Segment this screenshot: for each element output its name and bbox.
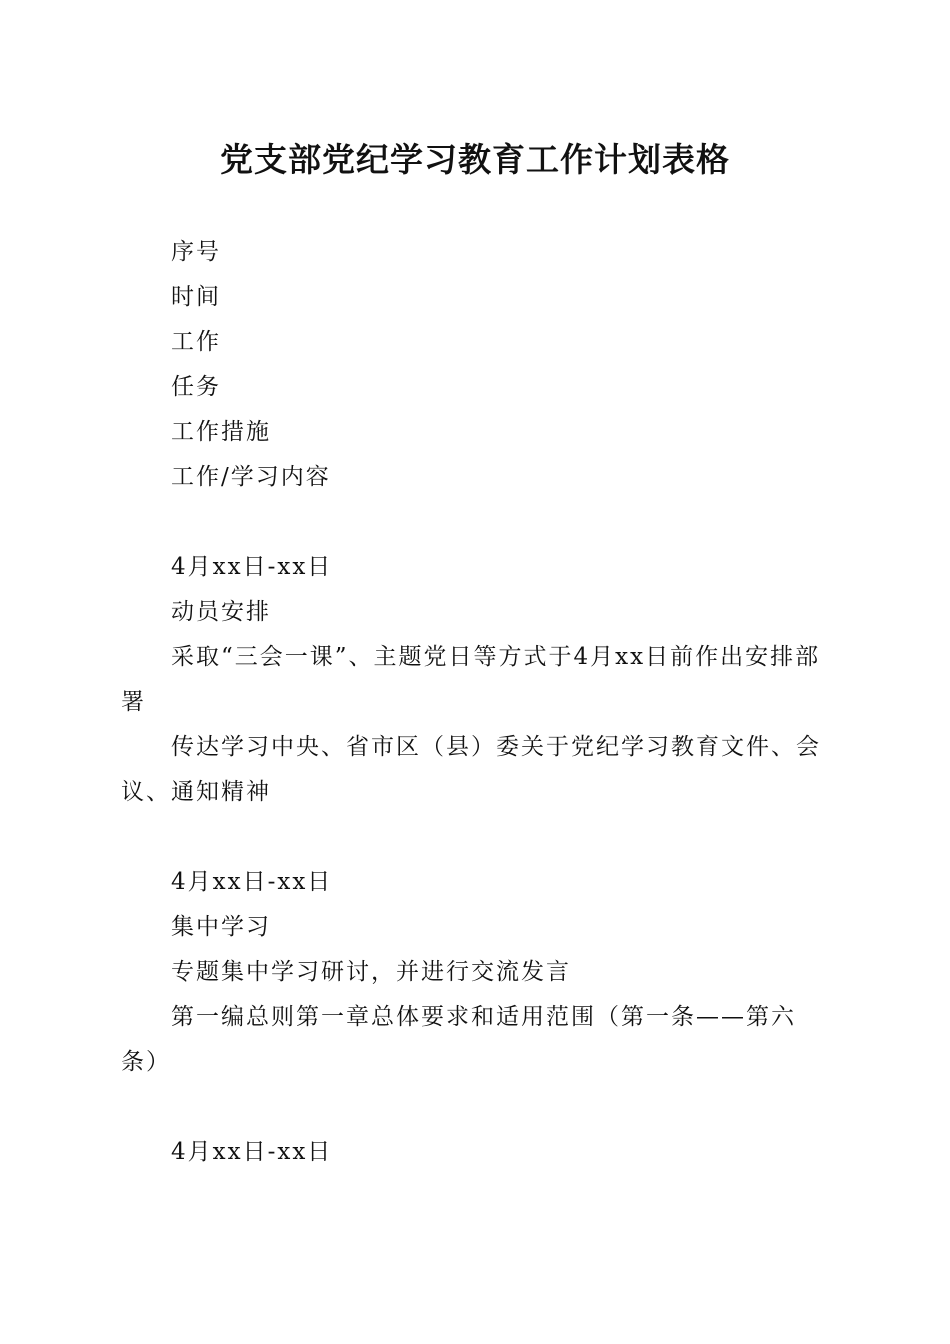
header-row-task: 任务 <box>171 374 221 400</box>
section1-content: 传达学习中央、省市区（县）委关于党纪学习教育文件、会议、通知精神 <box>121 734 821 805</box>
section2-content: 第一编总则第一章总体要求和适用范围（第一条——第六条） <box>121 1004 796 1075</box>
section1-work: 动员安排 <box>171 599 271 625</box>
header-row-work: 工作 <box>171 329 221 355</box>
spacer <box>121 815 831 860</box>
header-row-time: 时间 <box>171 284 221 310</box>
document-body <box>121 230 831 1175</box>
section2-measure: 专题集中学习研讨，并进行交流发言 <box>171 959 571 985</box>
section1-measure: 采取“三会一课”、主题党日等方式于4月xx日前作出安排部署 <box>121 644 821 715</box>
spacer <box>121 500 831 545</box>
section2-date: 4月xx日-xx日 <box>171 869 333 895</box>
header-row-content: 工作/学习内容 <box>171 464 331 490</box>
document-title: 党支部党纪学习教育工作计划表格 <box>220 140 730 179</box>
section2-work: 集中学习 <box>171 914 271 940</box>
header-row-measures: 工作措施 <box>171 419 271 445</box>
section3-date: 4月xx日-xx日 <box>171 1139 333 1165</box>
spacer <box>121 1085 831 1130</box>
header-row-serial: 序号 <box>171 239 221 265</box>
section1-date: 4月xx日-xx日 <box>171 554 333 580</box>
